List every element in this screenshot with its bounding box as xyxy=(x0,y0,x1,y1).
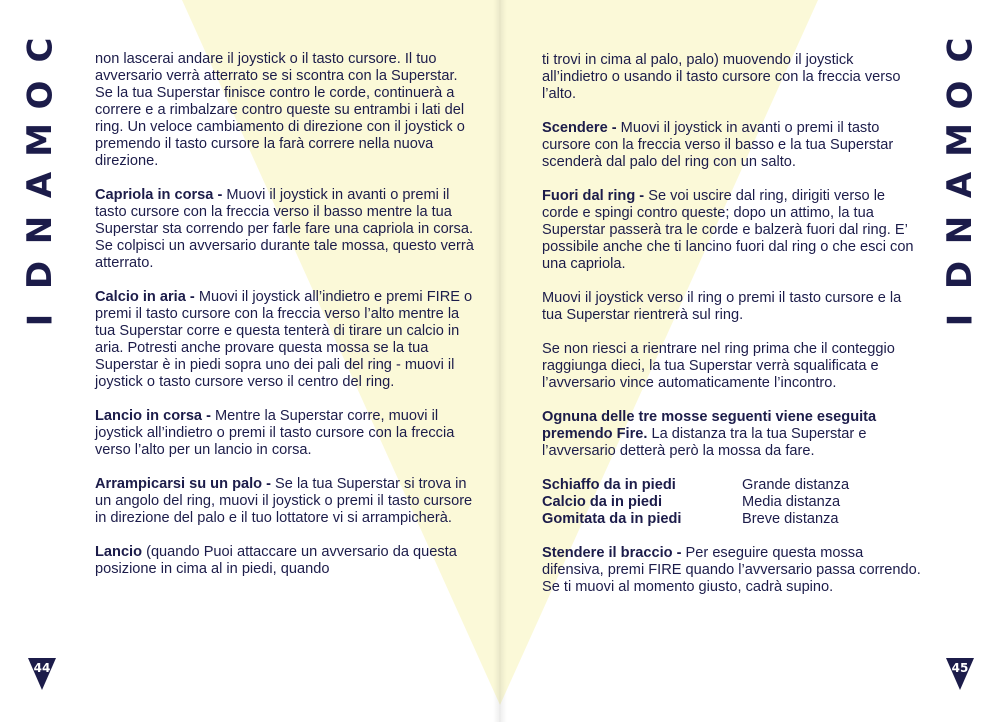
move-distance: Media distanza xyxy=(742,494,841,510)
side-title-letter: M xyxy=(20,123,60,157)
left-page-text xyxy=(95,51,475,595)
move-title: Fuori dal ring - xyxy=(542,188,645,204)
move-name: Schiaffo da in piedi xyxy=(542,477,676,493)
side-title-letter: A xyxy=(19,171,60,199)
paragraph: Se la tua Superstar finisce contro le corde, continuerà a correre e a rimbalzare contro queste su entrambi i lati del ring. Un veloce cambiamento di direzione con il joystick o premendo il tasto cursore la farà correre nella nuova direzione. xyxy=(95,85,465,169)
page-gutter xyxy=(493,0,507,722)
paragraph: non lascerai andare il joystick o il tasto cursore. Il tuo avversario verrà atterrato se si scontra con la Superstar. xyxy=(95,51,458,84)
move-distance: Breve distanza xyxy=(742,511,839,527)
paragraph xyxy=(95,544,475,578)
side-title-letter: O xyxy=(940,80,980,110)
move-description: Se voi uscire dal ring, dirigiti verso le corde e spingi contro queste; dopo un attimo, la tua Superstar passerà tra le corde e balzerà fuori dal ring. E’ possibile anche che ti lancino fuori dal ring o che esci con una capriola. xyxy=(542,188,914,272)
moves-row xyxy=(542,511,922,528)
move-title: Stendere il braccio - xyxy=(542,545,682,561)
side-title-letter: C xyxy=(939,37,980,63)
paragraph xyxy=(542,545,922,596)
move-title: Calcio in aria - xyxy=(95,289,195,305)
paragraph xyxy=(95,289,475,391)
page-number-left: 44 xyxy=(33,661,51,675)
move-description: Muovi il joystick in avanti o premi il tasto cursore con la freccia verso il basso e la tua Superstar scenderà dal palo del ring con un salto. xyxy=(542,120,894,170)
paragraph xyxy=(542,120,922,171)
move-title: Lancio xyxy=(95,544,143,560)
move-description: Muovi il joystick all’indietro e premi FIRE o premi il tasto cursore con la freccia verso l’alto mentre la tua Superstar corre e questa tenterà di tirare un calcio in aria. Potresti anche provare questa mossa se la tua Superstar è in piedi sopra uno dei pali del ring - muovi il joystick o tasto cursore verso il centro del ring. xyxy=(95,289,473,390)
section-intro-text: La distanza tra la tua Superstar e l’avversario detterà però la mossa da fare. xyxy=(542,426,867,459)
paragraph: Se non riesci a rientrare nel ring prima che il conteggio raggiunga dieci, la tua Superstar verrà squalificata e l’avversario vince automaticamente l’incontro. xyxy=(542,341,895,391)
move-title: Lancio in corsa - xyxy=(95,408,211,424)
paragraph xyxy=(542,409,922,460)
side-title-letter: I xyxy=(940,313,980,327)
move-title: Capriola in corsa - xyxy=(95,187,223,203)
move-description: Se la tua Superstar si trova in un angolo del ring, muovi il joystick o premi il tasto cursore in direzione del palo e il tuo lottatore vi si arrampicherà. xyxy=(95,476,473,526)
right-page-text xyxy=(542,52,922,613)
side-title-letter: M xyxy=(940,123,980,157)
move-title: Scendere - xyxy=(542,120,617,136)
moves-row xyxy=(542,477,922,494)
side-title-letter: A xyxy=(939,171,980,199)
paragraph: Muovi il joystick verso il ring o premi il tasto cursore e la tua Superstar rientrerà sul ring. xyxy=(542,290,902,323)
page-number-right: 45 xyxy=(951,661,969,675)
move-description: Muovi il joystick in avanti o premi il tasto cursore con la freccia verso il basso mentre la tua Superstar sta correndo per farle fare una capriola in corsa. Se colpisci un avversario durante tale mossa, questo verrà atterrato. xyxy=(95,187,474,271)
move-description: (quando Puoi attaccare un avversario da questa posizione in cima al in piedi, quando xyxy=(95,544,457,577)
side-title-letter: C xyxy=(19,37,60,63)
move-name: Calcio da in piedi xyxy=(542,494,663,510)
moves-table xyxy=(542,477,922,528)
side-title-letter: O xyxy=(20,80,60,110)
moves-row xyxy=(542,494,922,511)
side-title-letter: N xyxy=(20,215,60,245)
move-name: Gomitata da in piedi xyxy=(542,511,682,527)
side-title-letter: I xyxy=(20,313,60,327)
move-title: Arrampicarsi su un palo - xyxy=(95,476,271,492)
paragraph xyxy=(95,187,475,272)
move-description: Mentre la Superstar corre, muovi il joystick all’indietro o premi il tasto cursore con la freccia verso l’alto per un lancio in corsa. xyxy=(95,408,455,458)
move-description: Per eseguire questa mossa difensiva, premi FIRE quando l’avversario passa correndo. Se ti muovi al momento giusto, cadrà supino. xyxy=(542,545,921,595)
side-title-right xyxy=(936,30,984,340)
move-distance: Grande distanza xyxy=(742,477,850,493)
side-title-letter: D xyxy=(19,260,60,290)
section-intro: Ognuna delle tre mosse seguenti viene eseguita premendo Fire. xyxy=(542,409,877,442)
paragraph xyxy=(542,188,922,273)
paragraph: ti trovi in cima al palo, palo) muovendo il joystick all’indietro o usando il tasto cursore con la freccia verso l’alto. xyxy=(542,52,901,102)
paragraph xyxy=(95,408,475,459)
side-title-letter: D xyxy=(939,260,980,290)
paragraph xyxy=(95,476,475,527)
side-title-left xyxy=(16,30,64,340)
side-title-letter: N xyxy=(940,215,980,245)
